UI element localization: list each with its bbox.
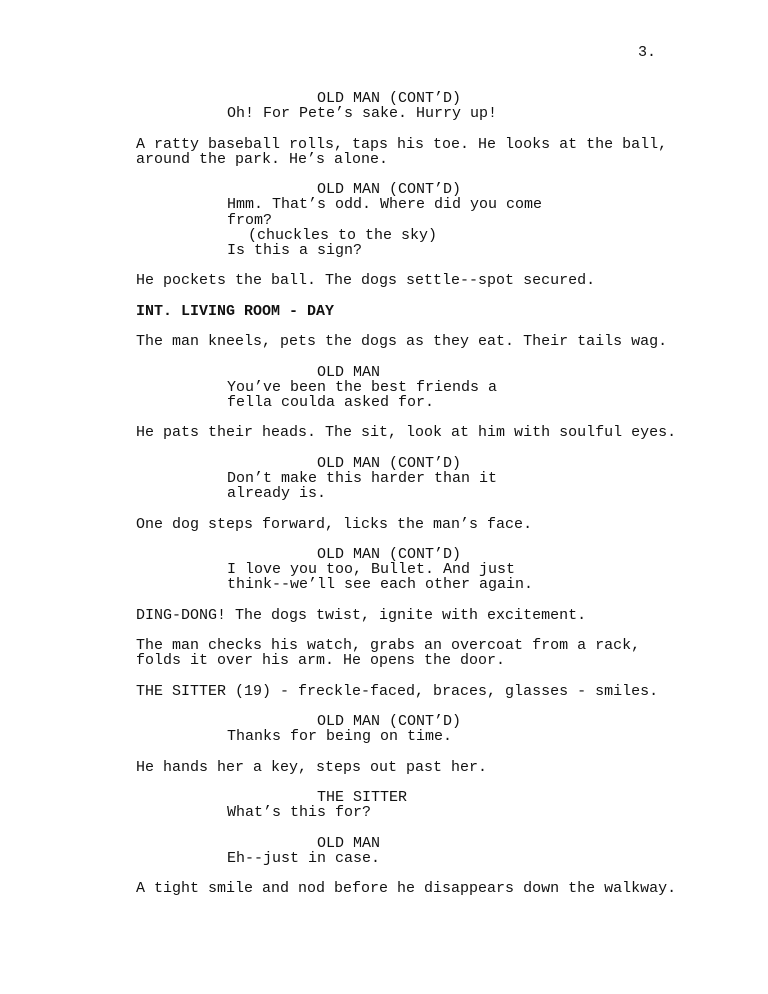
- dialogue-line: Eh--just in case.: [227, 849, 381, 867]
- action-paragraph: [136, 137, 696, 167]
- action-paragraph: [136, 881, 696, 896]
- dialogue-line: Thanks for being on time.: [227, 728, 453, 746]
- character-cue: THE SITTER: [317, 789, 408, 807]
- action-line: A tight smile and nod before he disappears down the walkway.: [136, 880, 677, 898]
- dialogue-block: [136, 182, 696, 258]
- dialogue-block: [136, 91, 696, 121]
- action-line: He hands her a key, steps out past her.: [136, 758, 488, 776]
- action-line: DING-DONG! The dogs twist, ignite with excitement.: [136, 606, 587, 624]
- dialogue-block: [136, 714, 696, 744]
- dialogue-line: What’s this for?: [227, 804, 372, 822]
- dialogue-line: from?: [227, 211, 273, 229]
- page-number: 3.: [638, 44, 657, 61]
- dialogue-block: [136, 547, 696, 593]
- action-paragraph: [136, 684, 696, 699]
- character-cue: OLD MAN (CONT’D): [317, 90, 462, 107]
- dialogue-block: [136, 365, 696, 411]
- action-line: The man checks his watch, grabs an overcoat from a rack,: [136, 637, 641, 655]
- action-line: around the park. He’s alone.: [136, 150, 389, 168]
- action-line: folds it over his arm. He opens the door.: [136, 652, 506, 670]
- character-cue: OLD MAN: [317, 834, 381, 852]
- action-line: He pats their heads. The sit, look at him with soulful eyes.: [136, 424, 677, 442]
- dialogue-block: [136, 456, 696, 502]
- action-paragraph: [136, 517, 696, 532]
- parenthetical: (chuckles to the sky): [248, 226, 438, 244]
- dialogue-line: You’ve been the best friends a: [227, 378, 498, 396]
- dialogue-line: think--we’ll see each other again.: [227, 576, 534, 594]
- scene-heading: INT. LIVING ROOM - DAY: [136, 302, 335, 320]
- action-paragraph: [136, 273, 696, 288]
- character-cue: OLD MAN (CONT’D): [317, 713, 462, 731]
- action-line: One dog steps forward, licks the man’s face.: [136, 515, 533, 533]
- dialogue-block: [136, 790, 696, 820]
- script-body: [136, 91, 696, 912]
- character-cue: OLD MAN (CONT’D): [317, 545, 462, 563]
- action-paragraph: [136, 638, 696, 668]
- dialogue-line: Oh! For Pete’s sake. Hurry up!: [227, 105, 498, 123]
- dialogue-line: already is.: [227, 485, 327, 503]
- action-paragraph: [136, 425, 696, 440]
- action-line: He pockets the ball. The dogs settle--spot secured.: [136, 272, 596, 290]
- dialogue-line: fella coulda asked for.: [227, 393, 435, 411]
- action-line: The man kneels, pets the dogs as they eat. Their tails wag.: [136, 333, 668, 351]
- dialogue-block: [136, 836, 696, 866]
- action-line: THE SITTER (19) - freckle-faced, braces, glasses - smiles.: [136, 682, 659, 700]
- character-cue: OLD MAN (CONT’D): [317, 454, 462, 472]
- dialogue-line: Is this a sign?: [227, 242, 363, 259]
- dialogue-line: Don’t make this harder than it: [227, 469, 498, 487]
- character-cue: OLD MAN (CONT’D): [317, 181, 462, 199]
- dialogue-line: I love you too, Bullet. And just: [227, 561, 516, 579]
- dialogue-line: Hmm. That’s odd. Where did you come: [227, 196, 543, 214]
- action-line: A ratty baseball rolls, taps his toe. He looks at the ball,: [136, 135, 668, 153]
- action-paragraph: [136, 760, 696, 775]
- action-paragraph: [136, 608, 696, 623]
- action-paragraph: [136, 334, 696, 349]
- character-cue: OLD MAN: [317, 363, 381, 381]
